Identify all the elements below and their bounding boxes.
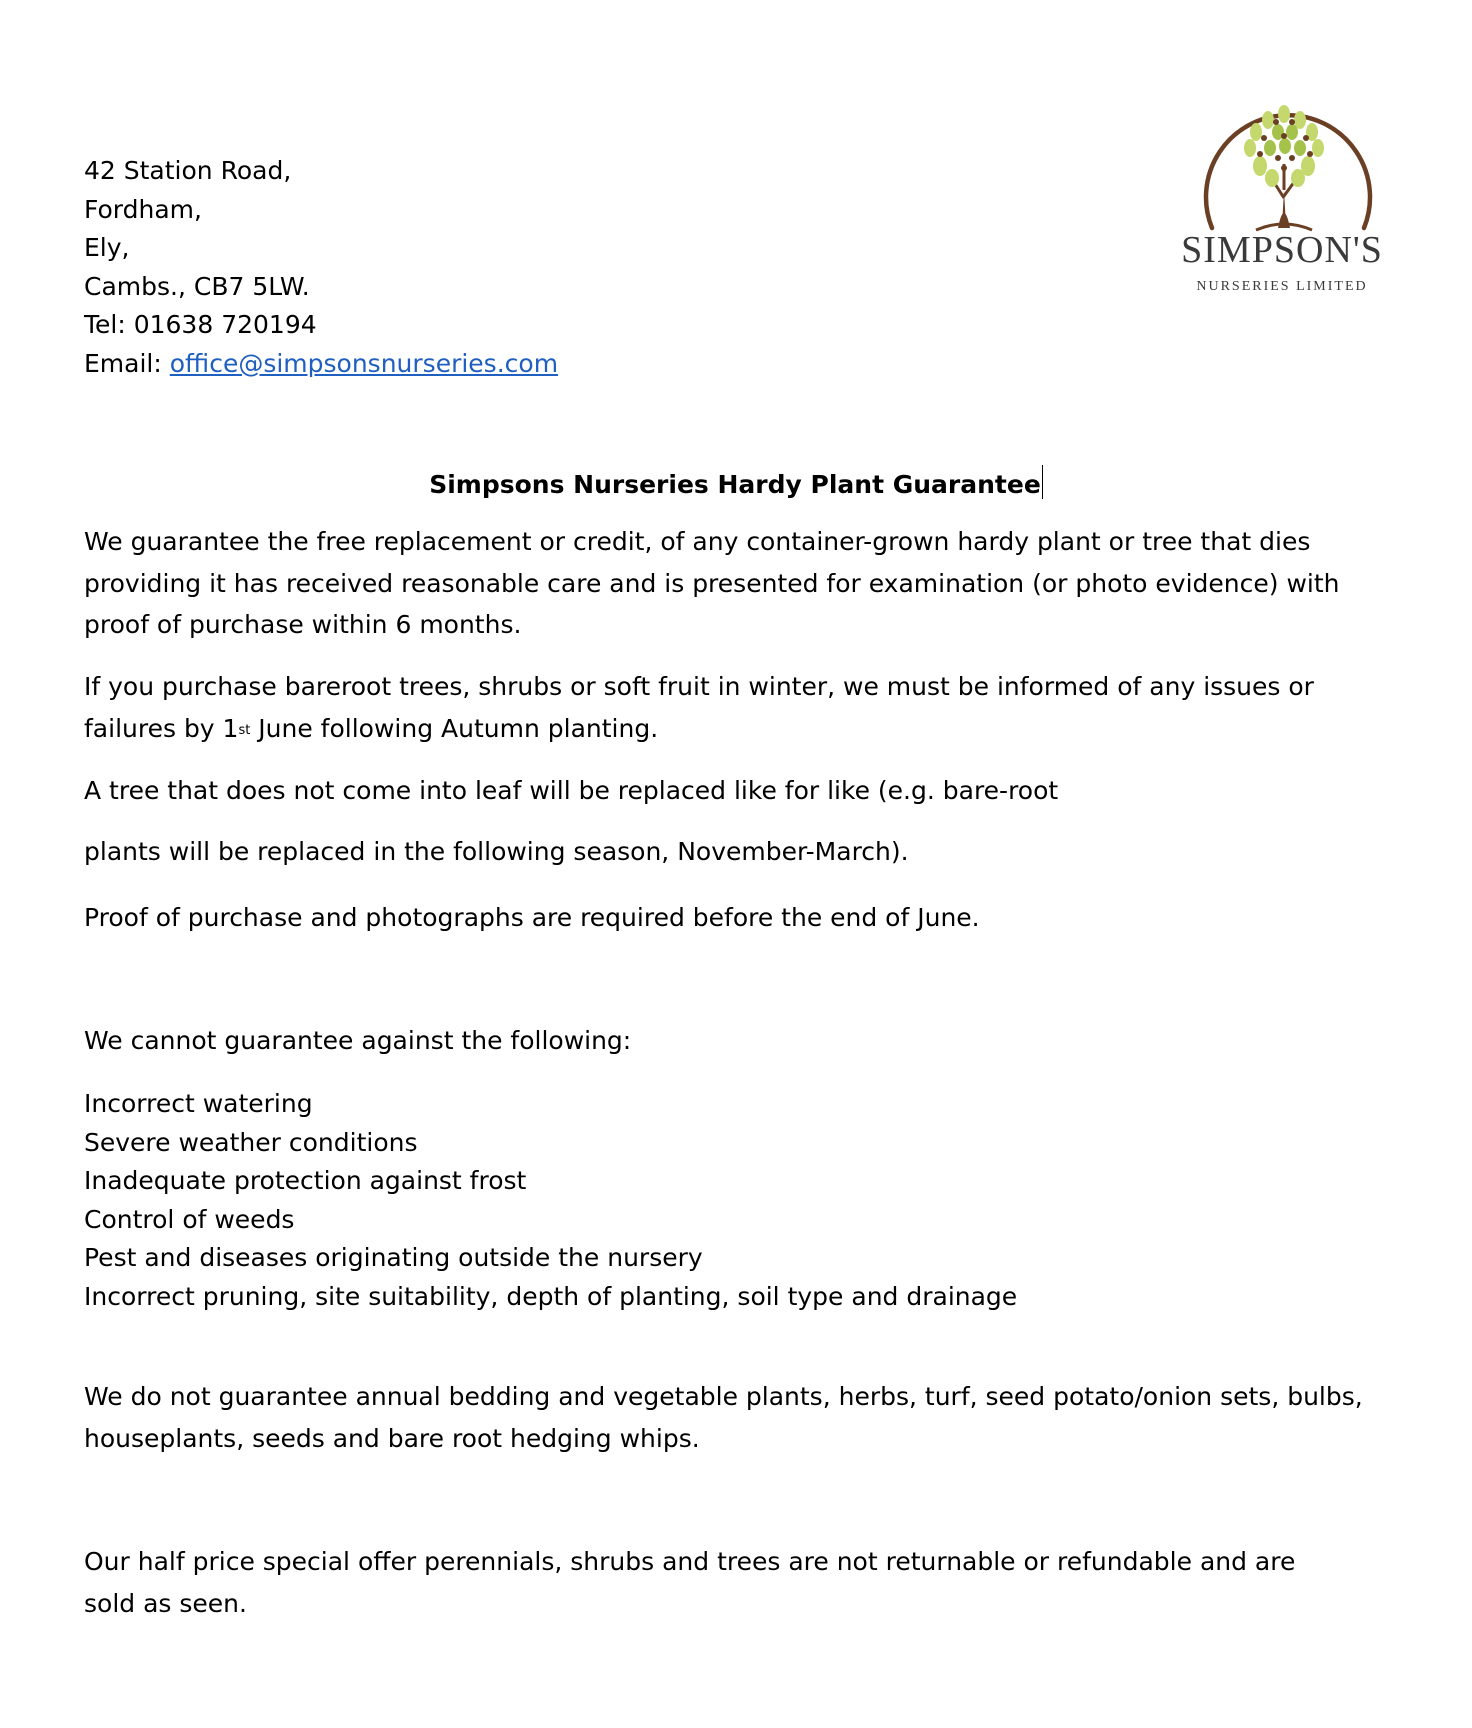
bareroot-paragraph: If you purchase bareroot trees, shrubs or soft fruit in winter, we must be informed of any issues or failures by 1st June following Autumn planting. [84, 672, 1314, 743]
exclusions-list [84, 1085, 1017, 1317]
list-item: Inadequate protection against frost [84, 1166, 527, 1196]
not-guaranteed-paragraph: We do not guarantee annual bedding and vegetable plants, herbs, turf, seed potato/onion sets, bulbs, houseplants, seeds and bare root hedging whips. [84, 1382, 1363, 1453]
list-item: Severe weather conditions [84, 1127, 418, 1157]
leaf-replacement-line-2: plants will be replaced in the following season, November-March). [84, 837, 909, 866]
logo-name: SIMPSON'S [1181, 229, 1383, 271]
email-label: Email: [84, 348, 170, 378]
logo-subtitle: NURSERIES LIMITED [1196, 279, 1368, 294]
list-item: Control of weeds [84, 1204, 295, 1234]
exclusions-heading: We cannot guarantee against the following: [84, 1026, 632, 1055]
email-link[interactable]: office@simpsonsnurseries.com [169, 348, 559, 378]
telephone: Tel: 01638 720194 [84, 310, 317, 340]
address-line: Cambs., CB7 5LW. [84, 271, 310, 301]
address-block [84, 152, 558, 384]
leaf-replacement-line-1: A tree that does not come into leaf will be replaced like for like (e.g. bare-root [84, 776, 1059, 805]
email-row [84, 345, 558, 384]
address-line: 42 Station Road, [84, 156, 292, 185]
special-offer-paragraph: Our half price special offer perennials, shrubs and trees are not returnable or refundable and are sold as seen. [84, 1547, 1296, 1618]
proof-paragraph: Proof of purchase and photographs are required before the end of June. [84, 903, 980, 932]
address-line: Fordham, [84, 194, 202, 224]
guarantee-paragraph: We guarantee the free replacement or credit, of any container-grown hardy plant or tree that dies providing it has received reasonable care and is presented for examination (or photo evidence) with proof of purchase within 6 months. [84, 527, 1340, 639]
address-line: Ely, [84, 233, 130, 263]
list-item: Pest and diseases originating outside the nursery [84, 1243, 703, 1273]
list-item: Incorrect pruning, site suitability, depth of planting, soil type and drainage [84, 1281, 1018, 1311]
text-cursor [1042, 465, 1043, 499]
list-item: Incorrect watering [84, 1089, 313, 1118]
document-title: Simpsons Nurseries Hardy Plant Guarantee [0, 465, 1472, 499]
simpsons-logo [1160, 78, 1404, 318]
